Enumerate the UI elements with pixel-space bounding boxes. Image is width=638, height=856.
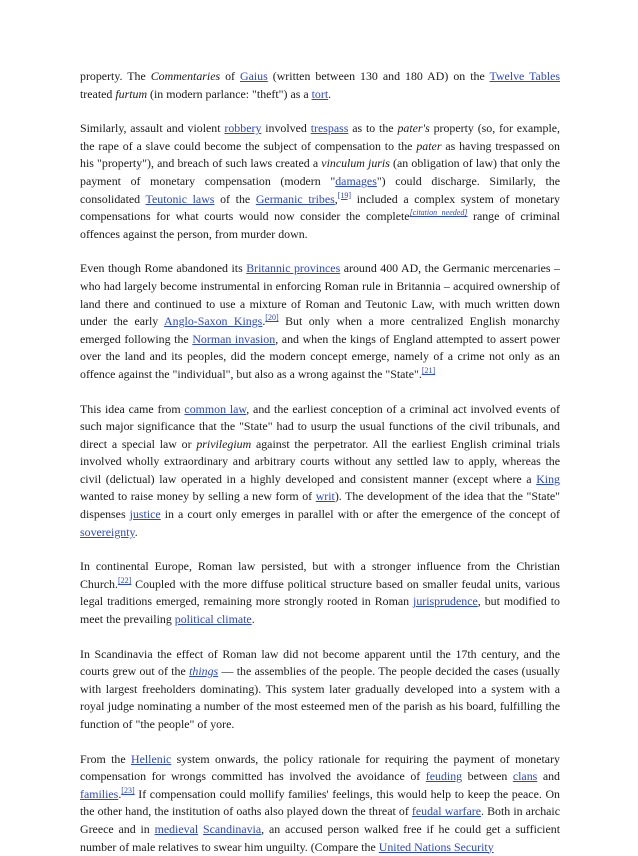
text-run: range of criminal offences against the person, from murder down.: [80, 209, 560, 241]
text-run: This idea came from: [80, 401, 185, 416]
citation-link[interactable]: [19]: [337, 190, 352, 200]
wiki-link[interactable]: families: [80, 786, 119, 801]
wiki-link[interactable]: common law: [184, 401, 247, 416]
text-run: and: [537, 769, 560, 784]
superscript: [422, 366, 435, 375]
text-run: vinculum juris: [321, 156, 390, 171]
text-run: In continental Europe, Roman law persisted, but with a stronger influence from the Christian Church.: [80, 559, 560, 591]
text-run: treated: [80, 86, 116, 101]
text-run: .: [262, 314, 266, 329]
superscript: [265, 313, 278, 322]
wiki-link[interactable]: King: [536, 471, 560, 486]
wiki-link[interactable]: robbery: [224, 121, 262, 136]
text-run: (written between 130 and 180 AD) on the: [267, 69, 490, 83]
wiki-link[interactable]: Germanic tribes: [255, 191, 335, 206]
citation-link[interactable]: [20]: [265, 313, 279, 323]
wiki-link[interactable]: clans: [512, 769, 538, 784]
text-run: — the assemblies of the people. The people decided the cases (usually with largest freeholders dominating). This system later gradually developed into a system with a royal judge nominating a number of the most esteemed men of the parish as his board, fulfilling the function of "the people" of yore.: [80, 664, 560, 731]
paragraph: [80, 120, 560, 243]
text-run: Coupled with the more diffuse political structure based on smaller feudal units, various legal traditions emerged, remaining more strongly rooted in Roman: [80, 576, 560, 609]
wiki-link[interactable]: Teutonic laws: [145, 191, 215, 206]
wiki-link[interactable]: Gaius: [240, 69, 268, 83]
text-run: included a complex system of monetary compensations for what courts would now consider the complete: [80, 191, 561, 224]
wiki-link[interactable]: trespass: [310, 121, 349, 136]
text-run: property. The: [80, 69, 151, 83]
superscript: [121, 786, 134, 795]
text-run: Commentaries: [150, 69, 221, 83]
text-run: around 400 AD, the Germanic mercenaries – who had largely become instrumental in enforcing Roman rule in Britannia – acquired ownership of land there and continued to use a mixture of Roman and Teutonic Law, with much written down under the early: [80, 261, 560, 329]
text-run: , but modified to meet the prevailing: [80, 594, 561, 627]
superscript: [338, 191, 351, 200]
superscript: [410, 208, 468, 217]
text-run: .: [328, 86, 332, 101]
text-run: as to the: [348, 121, 398, 136]
wiki-link[interactable]: Hellenic: [131, 751, 172, 766]
text-run: pater's: [397, 121, 430, 136]
text-run: system onwards, the policy rationale for requiring the payment of monetary compensation for wrongs committed has involved the avoidance of: [80, 751, 560, 784]
wiki-link[interactable]: things: [189, 664, 219, 679]
text-run: as having trespassed on his "property"), and breach of such laws created a: [80, 138, 560, 171]
text-run: between: [462, 769, 513, 784]
text-run: Similarly, assault and violent: [80, 121, 225, 136]
paragraph: [80, 401, 560, 542]
text-run: , and when the kings of England attempted to assert power over the land and its peoples, did the modern concept emerge, namely of a crime not only as an offence against the "individual", but also as a wrong against the "State".: [80, 331, 560, 381]
text-run: , an accused person walked free if he could get a sufficient number of male relatives to swear him unguilty. (Compare the: [80, 821, 561, 854]
text-run: , and the earliest conception of a criminal act involved events of such major significance that the "State" had to usurp the usual functions of the civil tribunals, and direct a special law or: [80, 401, 560, 451]
wiki-link[interactable]: feuding: [425, 769, 463, 784]
text-run: pater: [416, 138, 442, 153]
wiki-link[interactable]: jurisprudence: [413, 594, 478, 609]
wiki-link[interactable]: Twelve Tables: [489, 69, 560, 83]
citation-link[interactable]: [21]: [421, 365, 436, 375]
paragraph: [80, 68, 560, 103]
text-run: .: [251, 612, 255, 627]
text-run: involved: [261, 121, 311, 136]
text-run: of: [220, 69, 241, 83]
paragraph: [80, 260, 560, 383]
text-run: (in modern parlance: "theft") as a: [147, 86, 312, 101]
text-run: But only when a more centralized English monarchy emerged following the: [80, 314, 560, 346]
citation-link[interactable]: [22]: [117, 575, 132, 585]
text-run: ). The development of the idea that the "State" dispenses: [80, 489, 561, 522]
text-run: . Both in archaic Greece and in: [80, 804, 561, 836]
wiki-link[interactable]: damages: [335, 173, 377, 188]
wiki-link[interactable]: United Nations Security: [378, 839, 494, 854]
text-run: property (so, for example, the rape of a slave could become the subject of compensation to the: [80, 121, 561, 153]
wiki-link[interactable]: Britannic provinces: [246, 261, 341, 276]
paragraph: [80, 558, 560, 628]
text-run: wanted to raise money by selling a new form of: [80, 489, 316, 504]
wiki-link[interactable]: sovereignty: [80, 524, 135, 539]
wiki-link[interactable]: justice: [129, 507, 161, 522]
wiki-link[interactable]: Norman invasion: [192, 331, 276, 346]
text-run: .: [118, 786, 122, 801]
text-run: In Scandinavia the effect of Roman law did not become apparent until the 17th century, and the courts grew out of the: [80, 646, 560, 679]
wiki-link[interactable]: Scandinavia: [203, 821, 262, 836]
text-run: privilegium: [196, 436, 252, 451]
text-run: ,: [334, 191, 338, 206]
paragraph: [80, 646, 560, 734]
wiki-link[interactable]: writ: [315, 489, 335, 504]
citation-link[interactable]: [citation needed]: [409, 208, 468, 218]
superscript: [118, 576, 131, 585]
text-run: If compensation could mollify families' feelings, this would help to keep the peace. On the other hand, the institution of oaths also played down the threat of: [80, 786, 560, 819]
text-run: furtum: [115, 86, 148, 101]
text-run: (an obligation of law) that only the payment of monetary compensation (modern ": [80, 156, 561, 188]
text-run: From the: [80, 751, 131, 766]
paragraph: [80, 751, 560, 856]
document-body: [80, 68, 560, 856]
wiki-link[interactable]: medieval: [154, 821, 199, 836]
text-run: against the perpetrator. All the earliest English criminal trials involved wholly extraordinary and arbitrary courts without any settled law to apply, whereas the civil (delictual) law operated in a highly developed and consistent manner (except where a: [80, 436, 561, 486]
text-run: in a court only emerges in parallel with or after the emergence of the concept of: [160, 507, 560, 522]
wiki-link[interactable]: Anglo-Saxon Kings: [164, 314, 263, 329]
wiki-link[interactable]: tort: [311, 86, 329, 101]
wiki-link[interactable]: political climate: [174, 612, 252, 627]
text-run: of the: [214, 191, 256, 206]
text-run: ") could discharge. Similarly, the consolidated: [80, 173, 560, 206]
wiki-link[interactable]: feudal warfare: [411, 804, 482, 819]
text-run: Even though Rome abandoned its: [80, 261, 247, 276]
citation-link[interactable]: [23]: [121, 785, 135, 795]
text-run: .: [134, 524, 138, 539]
